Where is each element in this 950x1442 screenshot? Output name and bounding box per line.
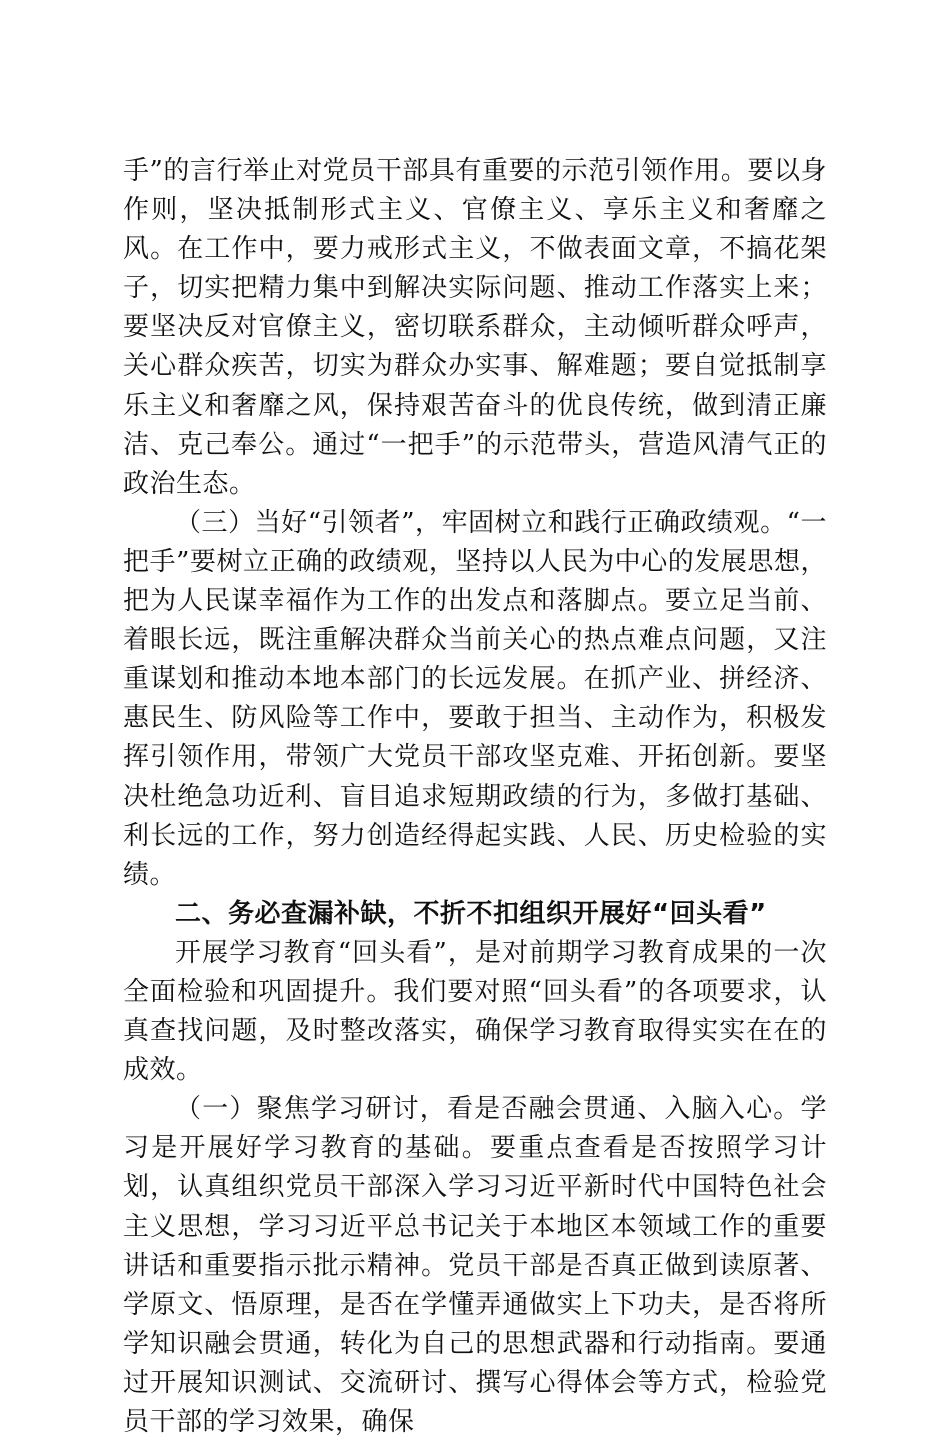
paragraph-subsection-one-study: （一）聚焦学习研讨，看是否融会贯通、入脑入心。学习是开展好学习教育的基础。要重点查看是否按照学习计划，认真组织党员干部深入学习习近平新时代中国特色社会主义思想，学习习近平总书记关于本地区本领域工作的重要讲话和重要指示批示精神。党员干部是否真正做到读原著、学原文、悟原理，是否在学懂弄通做实上下功夫，是否将所学知识融会贯通，转化为自己的思想武器和行动指南。要通过开展知识测试、交流研讨、撰写心得体会等方式，检验党员干部的学习效果，确保 xyxy=(123,1094,827,1437)
section-heading-two: 二、务必查漏补缺，不折不扣组织开展好“回头看” xyxy=(175,898,767,929)
paragraph-review-intro: 开展学习教育“回头看”，是对前期学习教育成果的一次全面检验和巩固提升。我们要对照“回头看”的各项要求，认真查找问题，及时整改落实，确保学习教育取得实实在在的成效。 xyxy=(123,937,827,1086)
document-body xyxy=(123,152,827,1442)
paragraph-section-three-leader: （三）当好“引领者”，牢固树立和践行正确政绩观。“一把手”要树立正确的政绩观，坚持以人民为中心的发展思想，把为人民谋幸福作为工作的出发点和落脚点。要立足当前、着眼长远，既注重解决群众当前关心的热点难点问题，又注重谋划和推动本地本部门的长远发展。在抓产业、拼经济、惠民生、防风险等工作中，要敢于担当、主动作为，积极发挥引领作用，带领广大党员干部攻坚克难、开拓创新。要坚决杜绝急功近利、盲目追求短期政绩的行为，多做打基础、利长远的工作，努力创造经得起实践、人民、历史检验的实绩。 xyxy=(123,507,827,890)
paragraph-leading-example: 手”的言行举止对党员干部具有重要的示范引领作用。要以身作则，坚决抵制形式主义、官僚主义、享乐主义和奢靡之风。在工作中，要力戒形式主义，不做表面文章，不搞花架子，切实把精力集中到解决实际问题、推动工作落实上来；要坚决反对官僚主义，密切联系群众，主动倾听群众呼声，关心群众疾苦，切实为群众办实事、解难题；要自觉抵制享乐主义和奢靡之风，保持艰苦奋斗的优良传统，做到清正廉洁、克己奉公。通过“一把手”的示范带头，营造风清气正的政治生态。 xyxy=(123,156,827,499)
